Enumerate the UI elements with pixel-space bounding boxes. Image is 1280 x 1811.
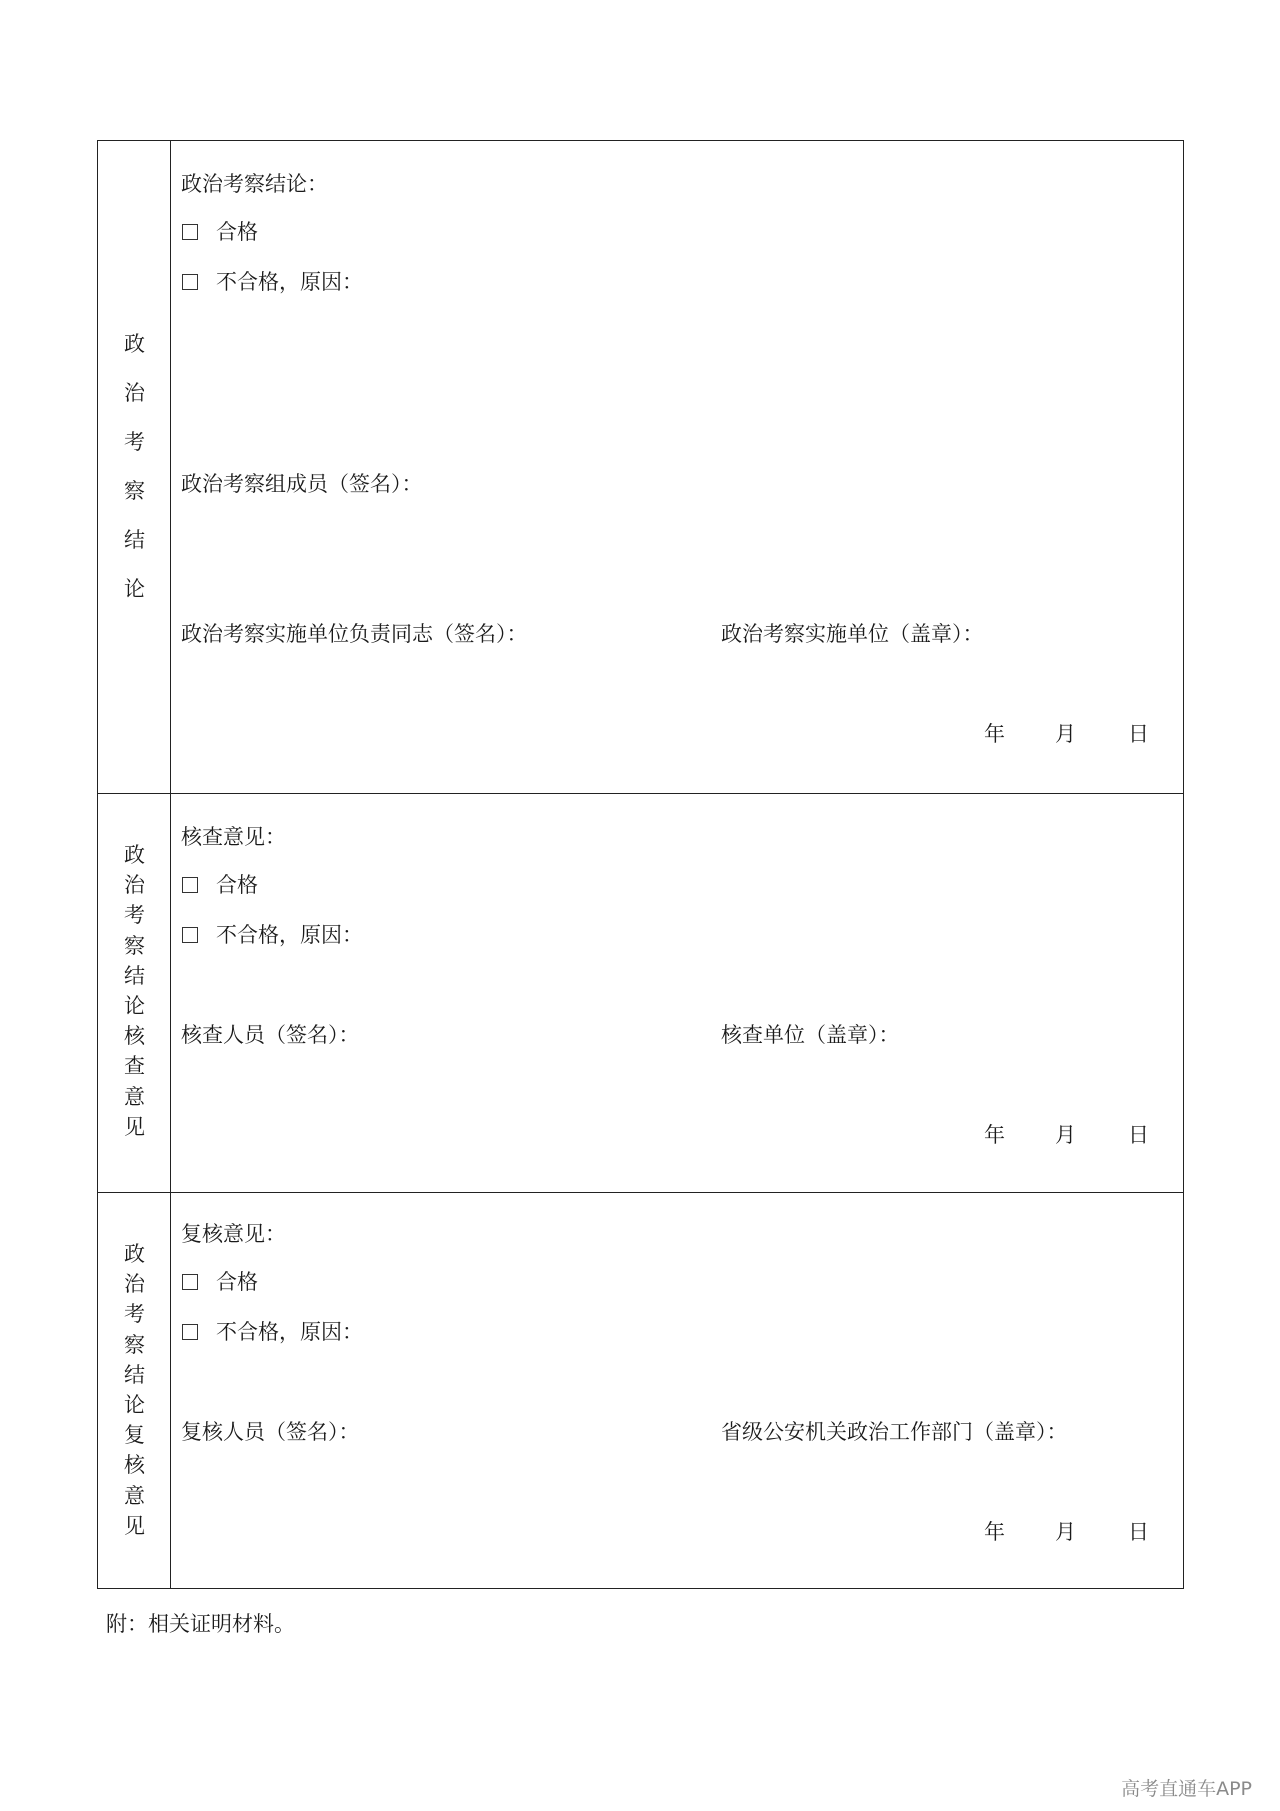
label-char: 论: [124, 577, 145, 601]
label-char: 察: [124, 933, 145, 958]
label-char: 论: [124, 1392, 145, 1417]
section-label-cell: [98, 794, 171, 1192]
pass-checkbox[interactable]: [182, 1274, 198, 1290]
label-char: 核: [124, 1453, 145, 1478]
label-char: 意: [124, 1084, 145, 1109]
pass-option-label: 合格: [216, 1270, 258, 1294]
section-verification: [98, 793, 1183, 1192]
section-conclusion: [98, 141, 1183, 793]
section-label-cell: [98, 1193, 171, 1588]
pass-checkbox[interactable]: [182, 224, 198, 240]
label-char: 治: [124, 873, 145, 898]
fail-option-label: 不合格，原因：: [216, 270, 363, 294]
label-char: 考: [124, 903, 145, 928]
date-year: 年: [984, 1520, 1005, 1544]
label-char: 政: [124, 843, 145, 867]
section-content-cell: [171, 1193, 1183, 1588]
date-day: 日: [1128, 1123, 1149, 1147]
vertical-label-conclusion: [98, 320, 171, 614]
label-char: 查: [124, 1054, 145, 1079]
unit-seal-label: 政治考察实施单位（盖章）：: [721, 622, 984, 646]
date-day: 日: [1128, 1520, 1149, 1544]
label-char: 察: [124, 479, 145, 503]
members-signature-label: 政治考察组成员（签名）：: [181, 472, 423, 496]
date-month: 月: [1055, 722, 1076, 746]
fail-checkbox[interactable]: [182, 1324, 198, 1340]
label-char: 复: [124, 1423, 145, 1448]
date-day: 日: [1128, 722, 1149, 746]
vertical-label-verification: [98, 840, 171, 1142]
label-char: 见: [124, 1114, 145, 1139]
section-content-cell: [171, 794, 1183, 1192]
political-review-form: [97, 140, 1184, 1589]
verification-unit-label: 核查单位（盖章）：: [721, 1023, 900, 1047]
label-char: 见: [124, 1513, 145, 1538]
label-char: 考: [124, 1302, 145, 1327]
attachment-note: 附：相关证明材料。: [106, 1612, 295, 1636]
section-label-cell: [98, 141, 171, 793]
label-char: 治: [124, 1272, 145, 1297]
fail-option-label: 不合格，原因：: [216, 923, 363, 947]
review-staff-label: 复核人员（签名）：: [181, 1420, 360, 1444]
label-char: 论: [124, 993, 145, 1018]
leader-signature-label: 政治考察实施单位负责同志（签名）：: [181, 622, 528, 646]
date-month: 月: [1055, 1123, 1076, 1147]
pass-option-label: 合格: [216, 873, 258, 897]
label-char: 治: [124, 381, 145, 405]
pass-option-label: 合格: [216, 220, 258, 244]
watermark-text: 高考直通车APP: [1121, 1778, 1252, 1800]
verification-opinion-label: 核查意见：: [181, 825, 286, 849]
label-char: 意: [124, 1483, 145, 1508]
label-char: 考: [124, 430, 145, 454]
pass-checkbox[interactable]: [182, 877, 198, 893]
date-year: 年: [984, 722, 1005, 746]
label-char: 结: [124, 528, 145, 552]
label-char: 结: [124, 963, 145, 988]
vertical-label-review: [98, 1239, 171, 1541]
review-unit-label: 省级公安机关政治工作部门（盖章）：: [721, 1420, 1068, 1444]
date-month: 月: [1055, 1520, 1076, 1544]
fail-checkbox[interactable]: [182, 927, 198, 943]
section-review: [98, 1192, 1183, 1588]
review-opinion-label: 复核意见：: [181, 1222, 286, 1246]
fail-checkbox[interactable]: [182, 274, 198, 290]
fail-option-label: 不合格，原因：: [216, 1320, 363, 1344]
label-char: 核: [124, 1024, 145, 1049]
section-content-cell: [171, 141, 1183, 793]
label-char: 政: [124, 1242, 145, 1266]
label-char: 察: [124, 1332, 145, 1357]
verification-staff-label: 核查人员（签名）：: [181, 1023, 360, 1047]
label-char: 政: [124, 332, 145, 356]
conclusion-label: 政治考察结论：: [181, 172, 328, 196]
date-year: 年: [984, 1123, 1005, 1147]
label-char: 结: [124, 1362, 145, 1387]
